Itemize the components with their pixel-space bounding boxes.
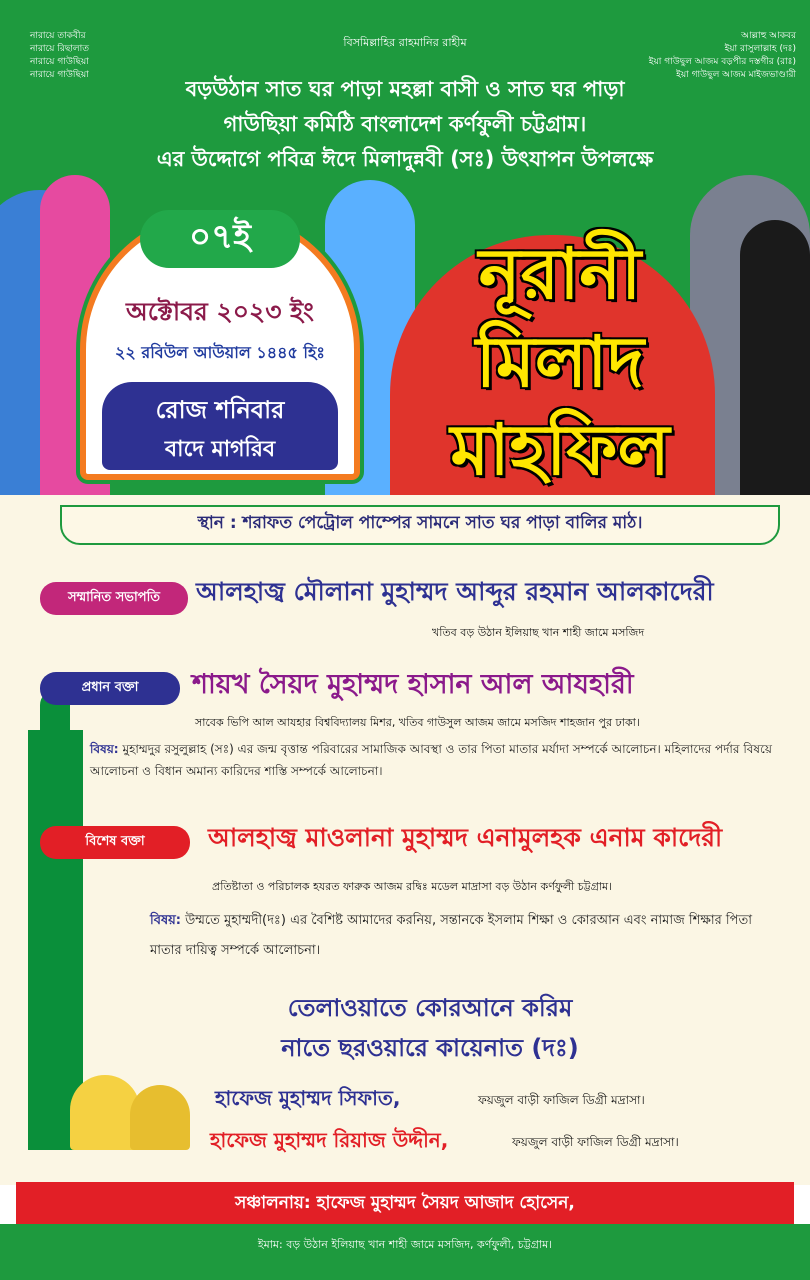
slogan-line: আল্লাহু আকবর [741, 31, 796, 41]
date-hijri: ২২ রবিউল আউয়াল ১৪৪৫ হিঃ [115, 343, 325, 362]
host-text: সঞ্চালনায়: হাফেজ মুহাম্মদ সৈয়দ আজাদ হোসেন, [235, 1193, 575, 1213]
special-speaker-desc: প্রতিষ্টাতা ও পরিচালক হযরত ফারুক আজম রদ্বিঃ মডেল মাদ্রাসা বড় উঠান কর্ণফুলী চট্টগ্রাম। [212, 880, 613, 893]
slogan-line: নারায়ে গাউছিয়া [30, 70, 89, 80]
recitation-line: নাতে ছরওয়ারে কায়েনাত (দঃ) [281, 1034, 579, 1062]
minaret-illustration [28, 730, 83, 1150]
slogan-line: ইয়া গাউছুল আজম মাইজভাণ্ডারী [676, 70, 796, 80]
event-time: বাদে মাগরিব [164, 437, 276, 462]
slogan-line: ইয়া গাউছুল আজম বড়পীর দস্তগীর (রাঃ) [648, 57, 796, 67]
main-speaker-topic [90, 738, 780, 782]
title-line: মিলাদ [475, 321, 645, 403]
role-badge-main-speaker: প্রধান বক্তা [40, 672, 180, 705]
weekday: রোজ শনিবার [155, 396, 285, 424]
slogan-line: ইয়া রাসুলাল্লাহ (দঃ) [724, 44, 796, 54]
dome-illustration [130, 1085, 190, 1150]
slogan-line: নারায়ে তাকবীর [30, 31, 86, 41]
organizer-line: গাউছিয়া কমিঠি বাংলাদেশ কর্ণফুলী চট্টগ্রাম। [223, 112, 587, 136]
title-line: নূরানী [478, 233, 642, 315]
special-speaker-name: আলহাজ্ব মাওলানা মুহাম্মদ এনামুলহক এনাম কাদেরী [208, 823, 723, 852]
venue-text: স্থান : শরাফত পেট্রোল পাম্পের সামনে সাত ঘর পাড়া বালির মাঠ। [197, 513, 643, 533]
special-speaker-topic [150, 906, 770, 966]
reciter-name: হাফেজ মুহাম্মদ সিফাত, [215, 1086, 401, 1110]
reciter-institution: ফয়জুল বাড়ী ফাজিল ডিগ্রী মদ্রাসা। [478, 1093, 645, 1107]
recitation-line: তেলাওয়াতে কোরআনে করিম [287, 994, 573, 1022]
organizer-line: এর উদ্দোগে পবিত্র ঈদে মিলাদুন্নবী (সঃ) উৎযাপন উপলক্ষে [156, 147, 654, 171]
main-speaker-desc: সাবেক ভিপি আল আযহার বিশ্ববিদ্যালয় মিশর, খতিব গাউসুল আজম জামে মসজিদ শাহজান পুর ঢাকা। [195, 716, 640, 729]
president-name: আলহাজ্ব মৌলানা মুহাম্মদ আব্দুর রহমান আলকাদেরী [196, 577, 714, 606]
organizer-line: বড়উঠান সাত ঘর পাড়া মহল্লা বাসী ও সাত ঘর পাড়া [185, 77, 625, 101]
topic-text: উম্মতে মুহাম্মদী(দঃ) এর বৈশিষ্ট আমাদের করনিয়, সন্তানকে ইসলাম শিক্ষা ও কোরআন এবং নামাজ শিক্ষার পিতা মাতার দায়িত্ব সম্পর্কে আলোচনা। [150, 913, 752, 958]
reciter-institution: ফয়জুল বাড়ী ফাজিল ডিগ্রী মদ্রাসা। [512, 1135, 679, 1149]
main-speaker-name: শায়খ সৈয়দ মুহাম্মদ হাসান আল আযহারী [192, 669, 634, 700]
role-badge-president: সম্মানিত সভাপতি [40, 582, 188, 615]
slogan-line: নারায়ে গাউছিয়া [30, 57, 89, 67]
imam-text: ইমাম: বড় উঠান ইলিয়াছ খান শাহী জামে মসজিদ, কর্ণফুলী, চট্টগ্রাম। [257, 1238, 553, 1251]
topic-label: বিষয়: [150, 913, 181, 928]
president-desc: খতিব বড় উঠান ইলিয়াছ খান শাহী জামে মসজিদ [432, 626, 645, 639]
topic-text: মুহাম্মদুর রসুলুল্লাহ (সঃ) এর জন্ম বৃত্তান্ত পরিবারের সামাজিক আবস্থা ও তার পিতা মাতার মর্যাদা সম্পর্কে আলোচন। মহিলাদের পর্দার বিষয়ে আলোচনা ও বিধান অমান্য কারিদের শাস্তি সম্পর্কে আলোচনা। [90, 742, 772, 778]
date-day-badge [140, 210, 300, 268]
event-title [400, 230, 720, 494]
slogan-line: নারায়ে রিছালাত [30, 44, 89, 54]
bismillah-text: বিসমিল্লাহির রাহমানির রাহীম [343, 36, 467, 49]
date-month-year: অক্টোবর ২০২৩ ইং [126, 297, 314, 326]
reciter-name: হাফেজ মুহাম্মদ রিয়াজ উদ্দীন, [210, 1128, 449, 1152]
organizer-text [0, 72, 810, 177]
decorative-arch [740, 220, 810, 495]
role-badge-special-speaker: বিশেষ বক্তা [40, 826, 190, 859]
title-line: মাহফিল [450, 409, 670, 491]
date-day: ০৭ই [189, 216, 251, 257]
topic-label: বিষয়: [90, 742, 119, 756]
